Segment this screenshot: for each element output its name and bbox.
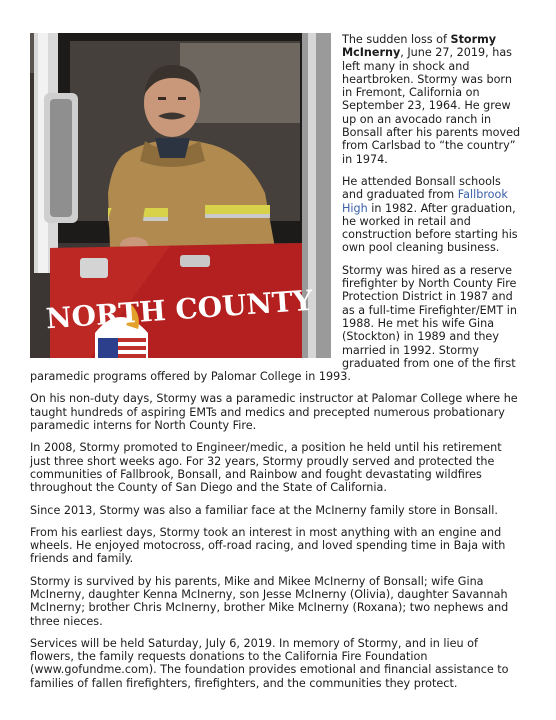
portrait-photo [30, 33, 331, 358]
paragraph-education: He attended Bonsall schools and graduated from Fallbrook High in 1982. After graduation, he worked in retail and construction before starting his own pool cleaning business. [342, 174, 518, 255]
firefighter-in-truck-image [30, 33, 331, 358]
school-link[interactable]: Fallbrook High [342, 188, 508, 215]
paragraph-services: Services will be held Saturday, July 6, 2019. In memory of Stormy, and in lieu of flowers, the family requests donations to the California Fire Foundation (www.gofundme.com). The foundation provides emotional and financial assistance to families of fallen firefighters, firefighters, and the communities they protect. [30, 636, 509, 690]
paragraph-intro: The sudden loss of Stormy McInerny, June 27, 2019, has left many in shock and heartbroken. Stormy was born in Fremont, California on September 23, 1964. He grew up on an avocado ranch in Bonsall after his parents moved from Carlsbad to “the country” in 1974. [342, 33, 521, 166]
obituary-page [30, 33, 522, 699]
truck-lettering: NORTH COUNTY [44, 283, 314, 336]
paragraph-engineer: In 2008, Stormy promoted to Engineer/medic, a position he held until his retirement just three short weeks ago. For 32 years, Stormy proudly served and protected the communities of Fallbrook, Bonsall, and Rainbow and fought devastating wildfires throughout the County of San Diego and the State of California. [30, 441, 502, 495]
deceased-name: Stormy McInerny [342, 33, 497, 60]
paragraph-instructor: On his non-duty days, Stormy was a paramedic instructor at Palomar College where he taught hundreds of aspiring EMTs and medics and precepted numerous probationary paramedic interns for North County Fire. [30, 392, 518, 433]
paragraph-family-store: Since 2013, Stormy was also a familiar face at the McInerny family store in Bonsall. [30, 503, 498, 517]
paragraph-career-start: Stormy was hired as a reserve firefighter by North County Fire Protection District in 1987 and as a full-time Firefighter/EMT in 1988. He met his wife Gina (Stockton) in 1989 and they married in 1992. Stormy graduated from one of the first paramedic programs offered by Palomar College in 1993. [30, 263, 517, 384]
paragraph-hobbies: From his earliest days, Stormy took an interest in most anything with an engine and wheels. He enjoyed motocross, off-road racing, and loved spending time in Baja with friends and family. [30, 525, 506, 566]
paragraph-survivors: Stormy is survived by his parents, Mike and Mikee McInerny of Bonsall; wife Gina McInerny, daughter Kenna McInerny, son Jesse McInerny (Olivia), daughter Savannah McInerny; brother Chris McInerny, brother Mike McInerny (Roxana); two nephews and three nieces. [30, 574, 509, 628]
